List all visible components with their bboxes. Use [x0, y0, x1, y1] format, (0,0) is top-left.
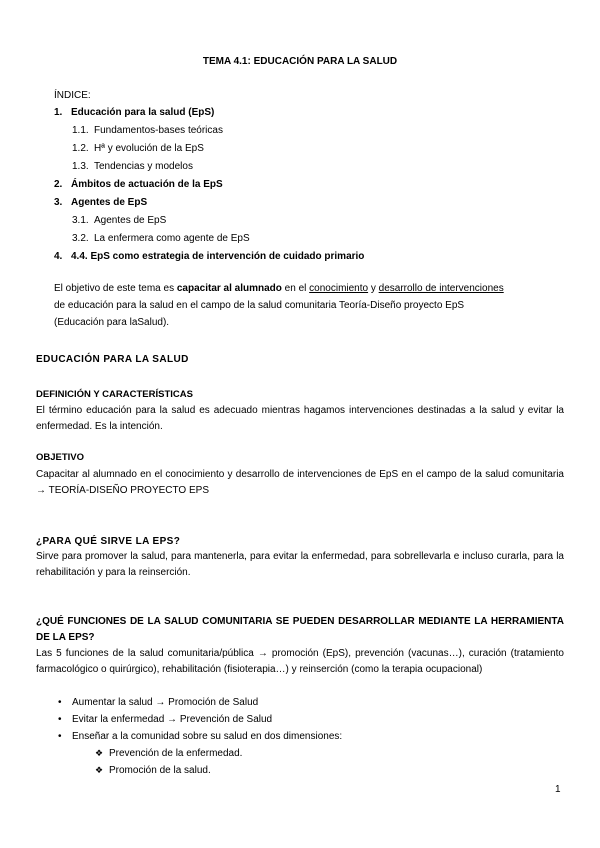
index-item-1-1	[72, 124, 223, 137]
bullet-item	[58, 713, 342, 730]
objective-text: Capacitar al alumnado en el conocimiento y desarrollo de intervenciones de EpS en el campo de la salud comunitaria → TEORÍA-DISEÑO PROYECTO EPS	[36, 469, 564, 496]
index-number: 1.	[54, 107, 63, 118]
index-number: 2.	[54, 179, 63, 190]
index-number: 3.	[54, 197, 63, 208]
index-item-2	[54, 178, 223, 191]
objective-heading: OBJETIVO	[36, 452, 85, 463]
intro-bold: capacitar al alumnado	[176, 283, 282, 294]
sub-bullet-text: Prevención de la enfermedad.	[109, 748, 243, 759]
definition-heading: DEFINICIÓN Y CARACTERÍSTICAS	[36, 389, 193, 400]
index-label-text: Tendencias y modelos	[94, 161, 193, 172]
functions-text: Las 5 funciones de la salud comunitaria/pública → promoción (EpS), prevención (vacunas…), curación (tratamiento farmacológico o quirúrgico), rehabilitación (fisioterapia…) y reinserción (como la terapia ocupacional)	[36, 648, 564, 675]
index-label-text: Ámbitos de actuación de la EpS	[71, 179, 223, 190]
index-label-text: La enfermera como agente de EpS	[94, 233, 250, 244]
index-label-text: Educación para la salud (EpS)	[71, 107, 215, 118]
bullet-text: Enseñar a la comunidad sobre su salud en dos dimensiones:	[72, 731, 343, 742]
index-label-text: Agentes de EpS	[94, 215, 167, 226]
functions-heading: ¿QUÉ FUNCIONES DE LA SALUD COMUNITARIA SE PUEDEN DESARROLLAR MEDIANTE LA HERRAMIENTA DE LA EPS?	[36, 616, 564, 643]
index-item-1-2	[72, 142, 204, 155]
index-item-3-2	[72, 232, 250, 245]
page-title: TEMA 4.1: EDUCACIÓN PARA LA SALUD	[202, 56, 398, 67]
bullet-icon: •	[58, 714, 62, 725]
bullet-item	[58, 730, 342, 747]
functions-bullet-list	[58, 696, 342, 747]
index-number: 1.2.	[72, 143, 89, 154]
intro-line-3: (Educación para laSalud).	[54, 317, 170, 328]
intro-text: El objetivo de este tema es	[54, 283, 177, 294]
index-item-3-1	[72, 214, 166, 227]
intro-underline: desarrollo de intervenciones	[378, 283, 504, 294]
index-label-text: Hª y evolución de la EpS	[94, 143, 204, 154]
definition-text: El término educación para la salud es adecuado mientras hagamos intervenciones destinadas a la salud y evitar la enfermedad. Es la intención.	[36, 405, 564, 432]
index-number: 1.3.	[72, 161, 89, 172]
section-heading: EDUCACIÓN PARA LA SALUD	[36, 354, 189, 365]
diamond-bullet-icon: ❖	[95, 765, 104, 775]
bullet-text: Aumentar la salud → Promoción de Salud	[72, 697, 259, 708]
bullet-icon: •	[58, 697, 62, 708]
sub-bullet-list	[95, 747, 242, 781]
bullet-text: Evitar la enfermedad → Prevención de Salud	[72, 714, 273, 725]
intro-text: en el	[281, 283, 310, 294]
index-label-text: 4.4. EpS como estrategia de intervención de cuidado primario	[71, 251, 365, 262]
index-item-3	[54, 196, 147, 209]
index-number: 4.	[54, 251, 63, 262]
index-number: 1.1.	[72, 125, 89, 136]
intro-text: y	[368, 283, 379, 294]
bullet-item	[58, 696, 342, 713]
index-label: ÍNDICE:	[54, 90, 91, 101]
intro-line-2: de educación para la salud en el campo de la salud comunitaria Teoría-Diseño proyecto EpS	[54, 300, 465, 311]
index-label-text: Fundamentos-bases teóricas	[94, 125, 223, 136]
page-number: 1	[555, 784, 561, 795]
diamond-bullet-icon: ❖	[95, 748, 104, 758]
objective-intro	[54, 282, 534, 329]
sub-bullet-item	[95, 747, 242, 764]
index-number: 3.2.	[72, 233, 89, 244]
sub-bullet-item	[95, 764, 242, 781]
bullet-icon: •	[58, 731, 62, 742]
purpose-heading: ¿PARA QUÉ SIRVE LA EPS?	[36, 536, 181, 547]
index-label-text: Agentes de EpS	[71, 197, 148, 208]
intro-underline: conocimiento	[309, 283, 369, 294]
index-item-1-3	[72, 160, 193, 173]
index-number: 3.1.	[72, 215, 89, 226]
purpose-text: Sirve para promover la salud, para mantenerla, para evitar la enfermedad, para sobrellevarla e incluso curarla, para la rehabilitación y para la reinserción.	[36, 551, 564, 578]
index-item-1	[54, 106, 214, 119]
sub-bullet-text: Promoción de la salud.	[109, 765, 211, 776]
index-item-4	[54, 250, 364, 263]
